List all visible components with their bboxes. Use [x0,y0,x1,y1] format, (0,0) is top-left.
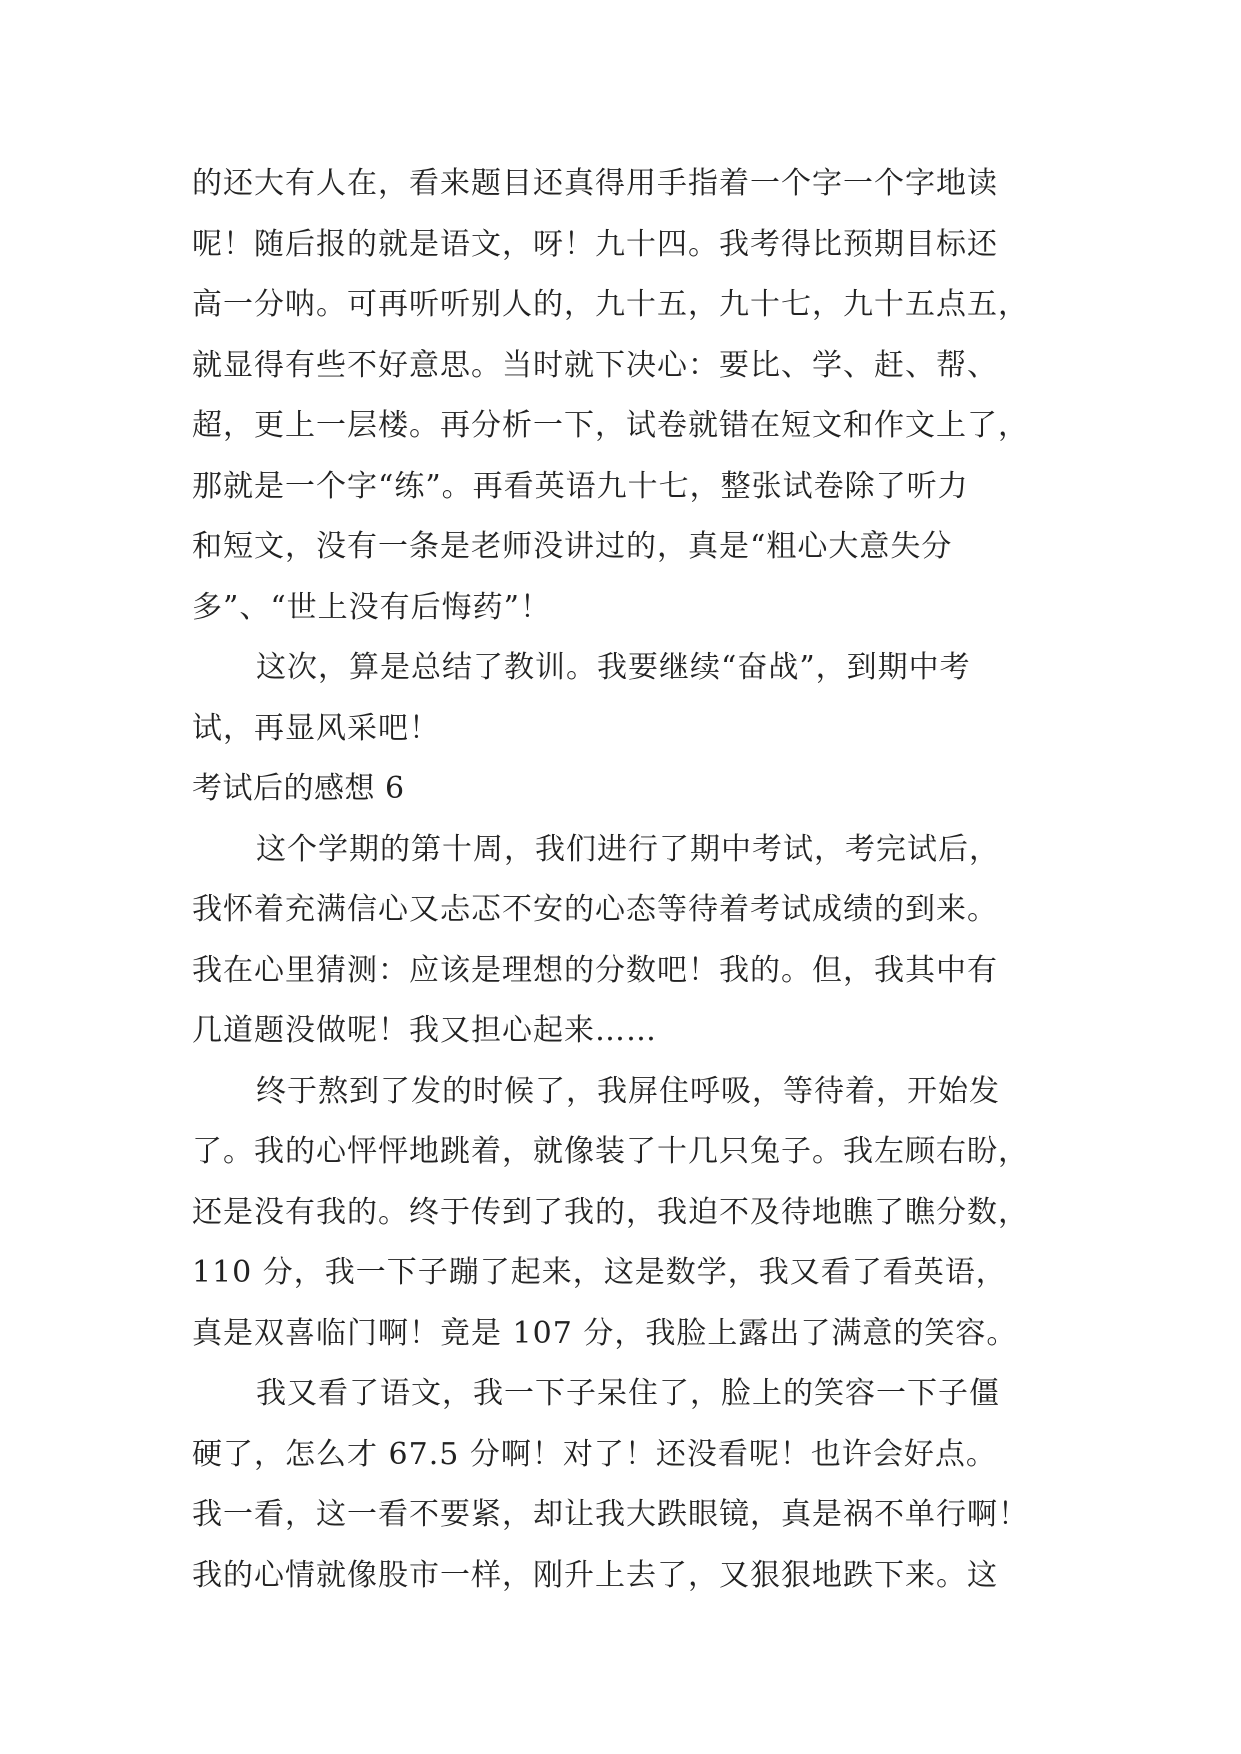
text-line: 我在心里猜测：应该是理想的分数吧！我的。但，我其中有 [192,952,998,988]
text-line: 还是没有我的。终于传到了我的，我迫不及待地瞧了瞧分数， [192,1194,1029,1230]
text-line: 我一看，这一看不要紧，却让我大跌眼镜，真是祸不单行啊！ [192,1497,1029,1532]
paragraph-first-line: 这个学期的第十周，我们进行了期中考试，考完试后， [256,831,1000,867]
text-line: 多”、“世上没有后悔药”！ [192,589,552,625]
text-line: 试，再显风采吧！ [192,710,440,746]
text-line: 硬了，怎么才 67.5 分啊！对了！还没看呢！也许会好点。 [192,1436,997,1472]
text-line: 真是双喜临门啊！竟是 107 分，我脸上露出了满意的笑容。 [192,1315,1018,1351]
text-line: 就显得有些不好意思。当时就下决心：要比、学、赶、帮、 [192,347,998,383]
paragraph-first-line: 终于熬到了发的时候了，我屏住呼吸，等待着，开始发 [256,1073,1000,1109]
text-line: 超，更上一层楼。再分析一下，试卷就错在短文和作文上了， [192,408,1029,443]
text-line: 呢！随后报的就是语文，呀！九十四。我考得比预期目标还 [192,226,998,262]
paragraph-first-line: 这次，算是总结了教训。我要继续“奋战”，到期中考 [256,650,971,685]
text-line: 的还大有人在，看来题目还真得用手指着一个字一个字地读 [192,166,998,201]
document-body [192,154,1052,1606]
text-line: 高一分呐。可再听听别人的，九十五，九十七，九十五点五， [192,287,1029,322]
paragraph-first-line: 我又看了语文，我一下子呆住了，脸上的笑容一下子僵 [256,1376,1000,1411]
text-line: 和短文，没有一条是老师没讲过的，真是“粗心大意失分 [192,529,953,564]
section-heading: 考试后的感想 6 [192,771,405,806]
text-line: 我的心情就像股市一样，刚升上去了，又狠狠地跌下来。这 [192,1557,998,1593]
text-line: 几道题没做呢！我又担心起来…… [192,1013,657,1048]
text-line: 那就是一个字“练”。再看英语九十七，整张试卷除了听力 [192,468,969,504]
text-line: 110 分，我一下子蹦了起来，这是数学，我又看了看英语， [192,1255,1007,1290]
text-line: 了。我的心怦怦地跳着，就像装了十几只兔子。我左顾右盼， [192,1134,1029,1169]
text-line: 我怀着充满信心又忐忑不安的心态等待着考试成绩的到来。 [192,892,998,927]
